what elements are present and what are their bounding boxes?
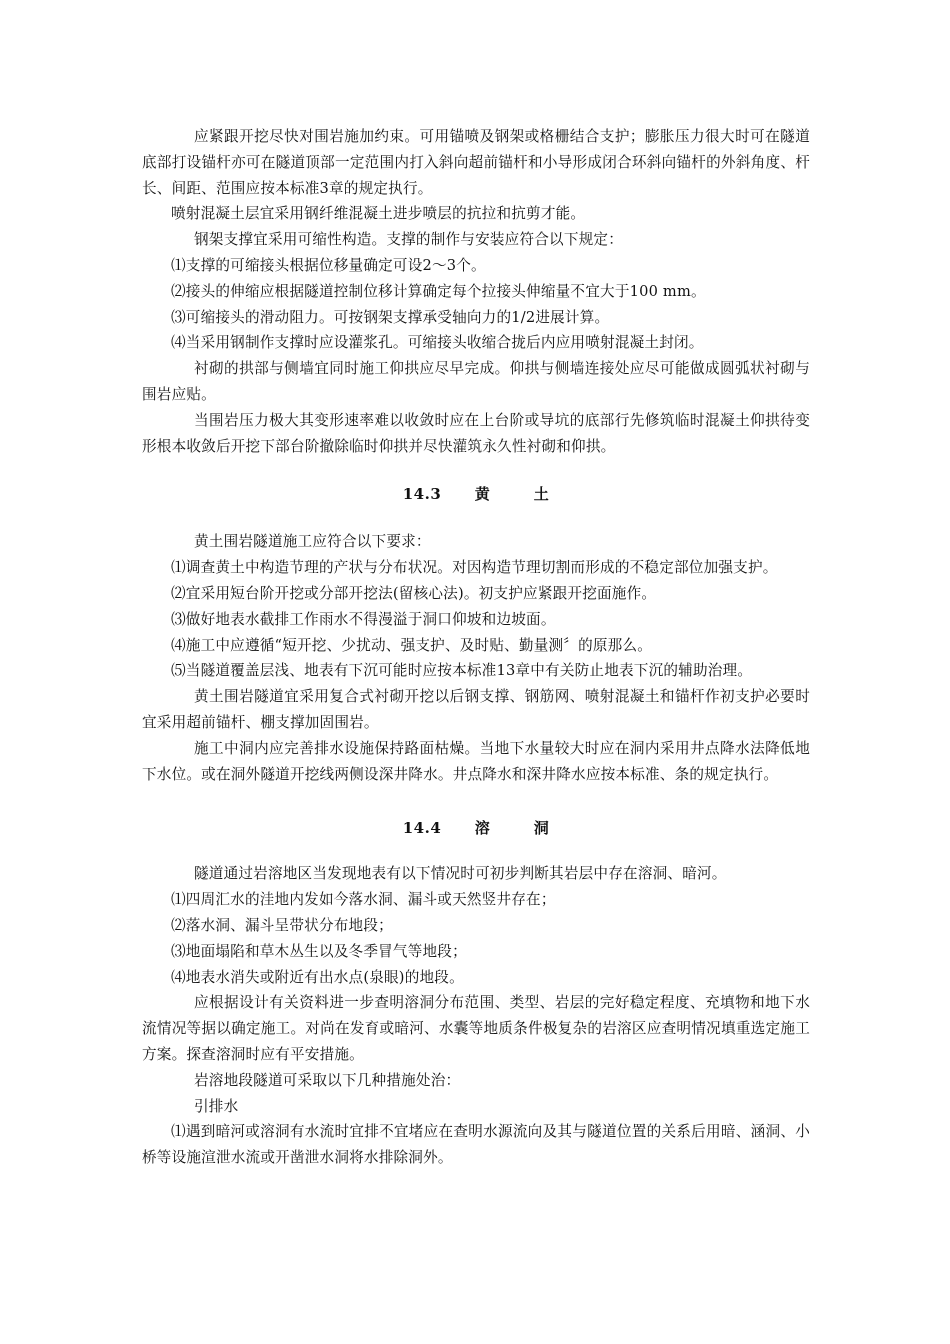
list-item: ⑷当采用钢制作支撑时应设灌浆孔。可缩接头收缩合拢后内应用喷射混凝土封闭。 [171, 334, 704, 352]
section-title-part: 溶 [474, 819, 491, 838]
section-title-part: 土 [533, 485, 550, 504]
section-title-part: 洞 [533, 819, 550, 838]
list-item: ⑵接头的伸缩应根据隧道控制位移计算确定每个拉接头伸缩量不宜大于100 mm。 [171, 282, 706, 300]
paragraph: 喷射混凝土层宜采用钢纤维混凝土进步喷层的抗拉和抗剪才能。 [171, 205, 586, 223]
paragraph: 黄土围岩隧道施工应符合以下要求： [194, 533, 431, 551]
list-item: ⑴遇到暗河或溶洞有水流时宜排不宜堵应在查明水源流向及其与隧道位置的关系后用暗、涵洞、小桥等设施渲泄水流或开凿泄水洞将水排除洞外。 [142, 1123, 810, 1167]
list-item: ⑷地表水消失或附近有出水点(泉眼)的地段。 [171, 968, 464, 986]
section-title-part: 黄 [474, 485, 491, 504]
list-item: ⑴支撑的可缩接头根据位移量确定可设2～3个。 [171, 256, 486, 274]
list-item: ⑶地面塌陷和草木丛生以及冬季冒气等地段； [171, 942, 467, 960]
section-number: 14.3 [402, 485, 442, 504]
list-item: ⑷施工中应遵循“短开挖、少扰动、强支护、及时贴、勤量测〞的原那么。 [171, 636, 653, 654]
section-number: 14.4 [402, 819, 442, 838]
paragraph: 衬砌的拱部与侧墙宜同时施工仰拱应尽早完成。仰拱与侧墙连接处应尽可能做成圆弧状衬砌与围岩应贴。 [142, 360, 810, 403]
paragraph: 施工中洞内应完善排水设施保持路面枯燥。当地下水量较大时应在洞内采用井点降水法降低地下水位。或在洞外隧道开挖线两侧设深井降水。井点降水和深井降水应按本标准、条的规定执行。 [142, 739, 810, 783]
paragraph: 应紧跟开挖尽快对围岩施加约束。可用锚喷及钢架或格栅结合支护；膨胀压力很大时可在隧道底部打设锚杆亦可在隧道顶部一定范围内打入斜向超前锚杆和小导形成闭合环斜向锚杆的外斜角度、杆长、间距、范围应按本标准3章的规定执行。 [142, 128, 810, 197]
list-item: ⑴调查黄土中构造节理的产状与分布状况。对因构造节理切割而形成的不稳定部位加强支护。 [171, 559, 778, 577]
paragraph: 黄土围岩隧道宜采用复合式衬砌开挖以后钢支撑、钢筋网、喷射混凝土和锚杆作初支护必要时宜采用超前锚杆、棚支撑加固围岩。 [142, 688, 810, 731]
paragraph: 当围岩压力极大其变形速率难以收敛时应在上台阶或导坑的底部行先修筑临时混凝土仰拱待变形根本收敛后开挖下部台阶撤除临时仰拱并尽快灌筑永久性衬砌和仰拱。 [142, 411, 810, 455]
subheading: 引排水 [194, 1097, 239, 1115]
section-heading-14-4 [142, 815, 810, 841]
list-item: ⑶做好地表水截排工作雨水不得漫溢于洞口仰坡和边坡面。 [171, 610, 556, 628]
paragraph: 钢架支撑宜采用可缩性构造。支撑的制作与安装应符合以下规定： [194, 231, 624, 249]
list-item: ⑵落水洞、漏斗呈带状分布地段； [171, 916, 393, 934]
section-heading-14-3 [142, 481, 810, 507]
list-item: ⑵宜采用短台阶开挖或分部开挖法(留核心法)。初支护应紧跟开挖面施作。 [171, 584, 657, 602]
paragraph: 应根据设计有关资料进一步查明溶洞分布范围、类型、岩层的完好稳定程度、充填物和地下水流情况等据以确定施工。对尚在发育或暗河、水囊等地质条件极复杂的岩溶区应查明情况填重选定施工方案。探查溶洞时应有平安措施。 [142, 994, 810, 1063]
list-item: ⑶可缩接头的滑动阻力。可按钢架支撑承受轴向力的1/2进展计算。 [171, 308, 610, 326]
paragraph: 岩溶地段隧道可采取以下几种措施处治： [194, 1071, 461, 1089]
list-item: ⑸当隧道覆盖层浅、地表有下沉可能时应按本标准13章中有关防止地表下沉的辅助治理。 [171, 662, 753, 680]
list-item: ⑴四周汇水的洼地内发如今落水洞、漏斗或天然竖井存在； [171, 891, 556, 909]
paragraph: 隧道通过岩溶地区当发现地表有以下情况时可初步判断其岩层中存在溶洞、暗河。 [194, 865, 727, 883]
document-body [142, 124, 810, 1171]
